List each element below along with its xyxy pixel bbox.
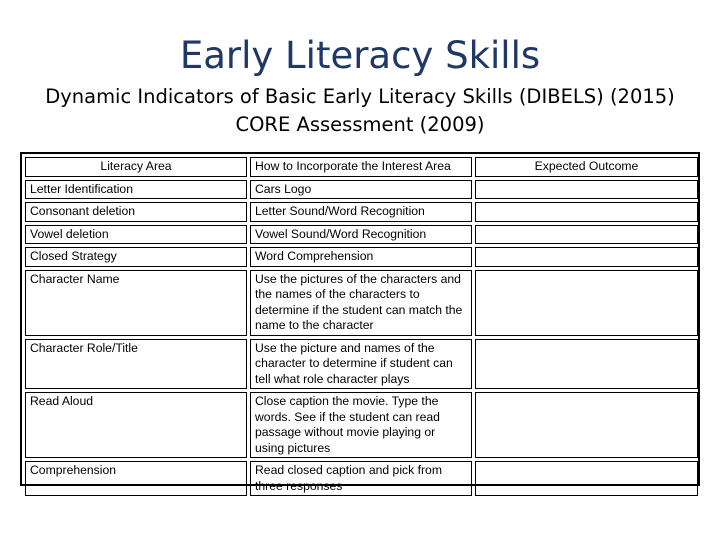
cell-literacy-area: Character Name xyxy=(25,270,247,336)
cell-literacy-area: Read Aloud xyxy=(25,392,247,458)
header-expected-outcome: Expected Outcome xyxy=(475,157,698,177)
table-row xyxy=(25,339,698,390)
subtitle-line-1: Dynamic Indicators of Basic Early Literacy Skills (DIBELS) (2015) xyxy=(45,85,675,108)
table-row xyxy=(25,461,698,496)
cell-how-to-incorporate: Use the pictures of the characters and the names of the characters to determine if the student can match the name to the character xyxy=(250,270,472,336)
table-row xyxy=(25,392,698,458)
header-how-to-incorporate: How to Incorporate the Interest Area xyxy=(250,157,472,177)
cell-expected-outcome xyxy=(475,461,698,496)
cell-literacy-area: Closed Strategy xyxy=(25,247,247,267)
table-row xyxy=(25,180,698,200)
table-row xyxy=(25,202,698,222)
cell-literacy-area: Vowel deletion xyxy=(25,225,247,245)
cell-expected-outcome xyxy=(475,180,698,200)
subtitle-line-2: CORE Assessment (2009) xyxy=(235,113,485,136)
table-row xyxy=(25,225,698,245)
cell-literacy-area: Letter Identification xyxy=(25,180,247,200)
cell-how-to-incorporate: Read closed caption and pick from three responses xyxy=(250,461,472,496)
cell-expected-outcome xyxy=(475,225,698,245)
table-header-row xyxy=(25,157,698,177)
table-row xyxy=(25,247,698,267)
cell-how-to-incorporate: Use the picture and names of the character to determine if student can tell what role character plays xyxy=(250,339,472,390)
cell-how-to-incorporate: Cars Logo xyxy=(250,180,472,200)
header-literacy-area: Literacy Area xyxy=(25,157,247,177)
cell-expected-outcome xyxy=(475,392,698,458)
cell-expected-outcome xyxy=(475,339,698,390)
cell-expected-outcome xyxy=(475,202,698,222)
cell-expected-outcome xyxy=(475,247,698,267)
literacy-table xyxy=(22,154,701,499)
slide-title: Early Literacy Skills xyxy=(179,34,541,77)
cell-how-to-incorporate: Letter Sound/Word Recognition xyxy=(250,202,472,222)
cell-how-to-incorporate: Word Comprehension xyxy=(250,247,472,267)
cell-how-to-incorporate: Close caption the movie. Type the words. See if the student can read passage without movie playing or using pictures xyxy=(250,392,472,458)
cell-how-to-incorporate: Vowel Sound/Word Recognition xyxy=(250,225,472,245)
slide-subtitle xyxy=(0,83,720,139)
literacy-table-frame xyxy=(20,152,700,493)
cell-literacy-area: Character Role/Title xyxy=(25,339,247,390)
cell-expected-outcome xyxy=(475,270,698,336)
table-row xyxy=(25,270,698,336)
cell-literacy-area: Consonant deletion xyxy=(25,202,247,222)
cell-literacy-area: Comprehension xyxy=(25,461,247,496)
